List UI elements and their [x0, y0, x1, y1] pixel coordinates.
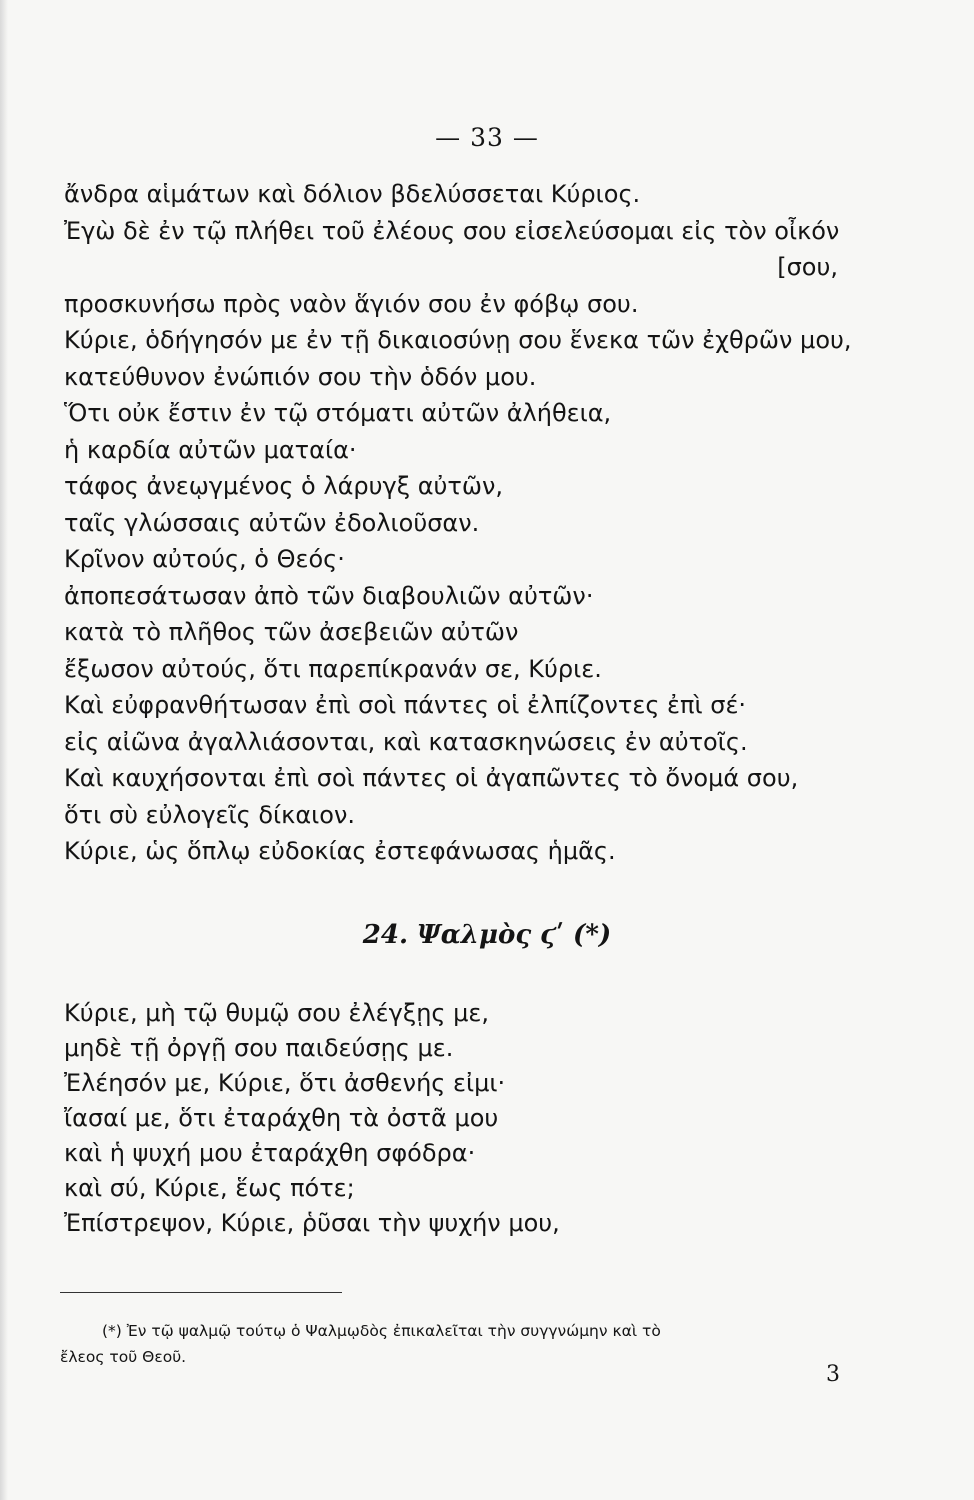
page-edge-shadow — [0, 0, 8, 1500]
footnote — [60, 1318, 860, 1370]
psalm-6-text — [64, 996, 864, 1241]
text-line: ταῖς γλώσσαις αὐτῶν ἐδολιοῦσαν. — [64, 508, 480, 537]
text-line: ἄνδρα αἱμάτων καὶ δόλιον βδελύσσεται Κύριος. — [64, 180, 641, 208]
text-line: ἡ καρδία αὐτῶν ματαία· — [64, 435, 357, 464]
footnote-divider — [60, 1292, 342, 1293]
text-line: Καὶ καυχήσονται ἐπὶ σοὶ πάντες οἱ ἀγαπῶντες τὸ ὄνομά σου, — [64, 764, 799, 792]
text-line: Ἐγὼ δὲ ἐν τῷ πλήθει τοῦ ἐλέους σου εἰσελεύσομαι εἰς τὸν οἶκόν — [64, 216, 840, 245]
text-line: Καὶ εὐφρανθήτωσαν ἐπὶ σοὶ πάντες οἱ ἐλπίζοντες ἐπὶ σέ· — [64, 691, 747, 719]
text-line: Κύριε, ὁδήγησόν με ἐν τῇ δικαιοσύνῃ σου ἕνεκα τῶν ἐχθρῶν μου, — [64, 326, 852, 354]
text-line: ὅτι σὺ εὐλογεῖς δίκαιον. — [64, 800, 355, 829]
text-line: Ἐλέησόν με, Κύριε, ὅτι ἀσθενής εἰμι· — [64, 1069, 506, 1097]
text-line: εἰς αἰῶνα ἀγαλλιάσονται, καὶ κατασκηνώσεις ἐν αὐτοῖς. — [64, 727, 748, 756]
psalm-heading: 24. Ψαλμὸς ϛʹ (*) — [362, 920, 612, 950]
text-line: Κρῖνον αὐτούς, ὁ Θεός· — [64, 545, 345, 573]
text-line: ἔξωσον αὐτούς, ὅτι παρεπίκρανάν σε, Κύριε. — [64, 654, 602, 683]
text-line-overflow: [σου, — [777, 253, 838, 281]
text-line: Κύριε, ὡς ὅπλῳ εὐδοκίας ἐστεφάνωσας ἡμᾶς. — [64, 837, 616, 865]
psalm-5-continuation — [64, 176, 864, 870]
text-line: ἀποπεσάτωσαν ἀπὸ τῶν διαβουλιῶν αὐτῶν· — [64, 581, 594, 610]
footnote-line: ἔλεος τοῦ Θεοῦ. — [60, 1348, 187, 1366]
text-line: ἴασαί με, ὅτι ἐταράχθη τὰ ὀστᾶ μου — [64, 1104, 499, 1132]
text-line: κατὰ τὸ πλῆθος τῶν ἀσεβειῶν αὐτῶν — [64, 618, 519, 646]
text-line: Ἐπίστρεψον, Κύριε, ῥῦσαι τὴν ψυχήν μου, — [64, 1209, 560, 1237]
text-line: προσκυνήσω πρὸς ναὸν ἅγιόν σου ἐν φόβῳ σου. — [64, 289, 639, 318]
footnote-line: (*) Ἐν τῷ ψαλμῷ τούτῳ ὁ Ψαλμῳδὸς ἐπικαλεῖται τὴν συγγνώμην καὶ τὸ — [102, 1322, 661, 1340]
text-line: καὶ ἡ ψυχή μου ἐταράχθη σφόδρα· — [64, 1139, 476, 1167]
text-line: Ὅτι οὐκ ἔστιν ἐν τῷ στόματι αὐτῶν ἀλήθεια, — [64, 399, 612, 427]
text-line: καὶ σύ, Κύριε, ἕως πότε; — [64, 1174, 355, 1202]
page-number: — 33 — — [435, 123, 539, 152]
signature-mark: 3 — [826, 1362, 840, 1387]
text-line: μηδὲ τῇ ὀργῇ σου παιδεύσῃς με. — [64, 1034, 454, 1062]
text-line: τάφος ἀνεῳγμένος ὁ λάρυγξ αὐτῶν, — [64, 472, 504, 500]
text-line: Κύριε, μὴ τῷ θυμῷ σου ἐλέγξῃς με, — [64, 999, 490, 1027]
text-line: κατεύθυνον ἐνώπιόν σου τὴν ὁδόν μου. — [64, 362, 537, 391]
